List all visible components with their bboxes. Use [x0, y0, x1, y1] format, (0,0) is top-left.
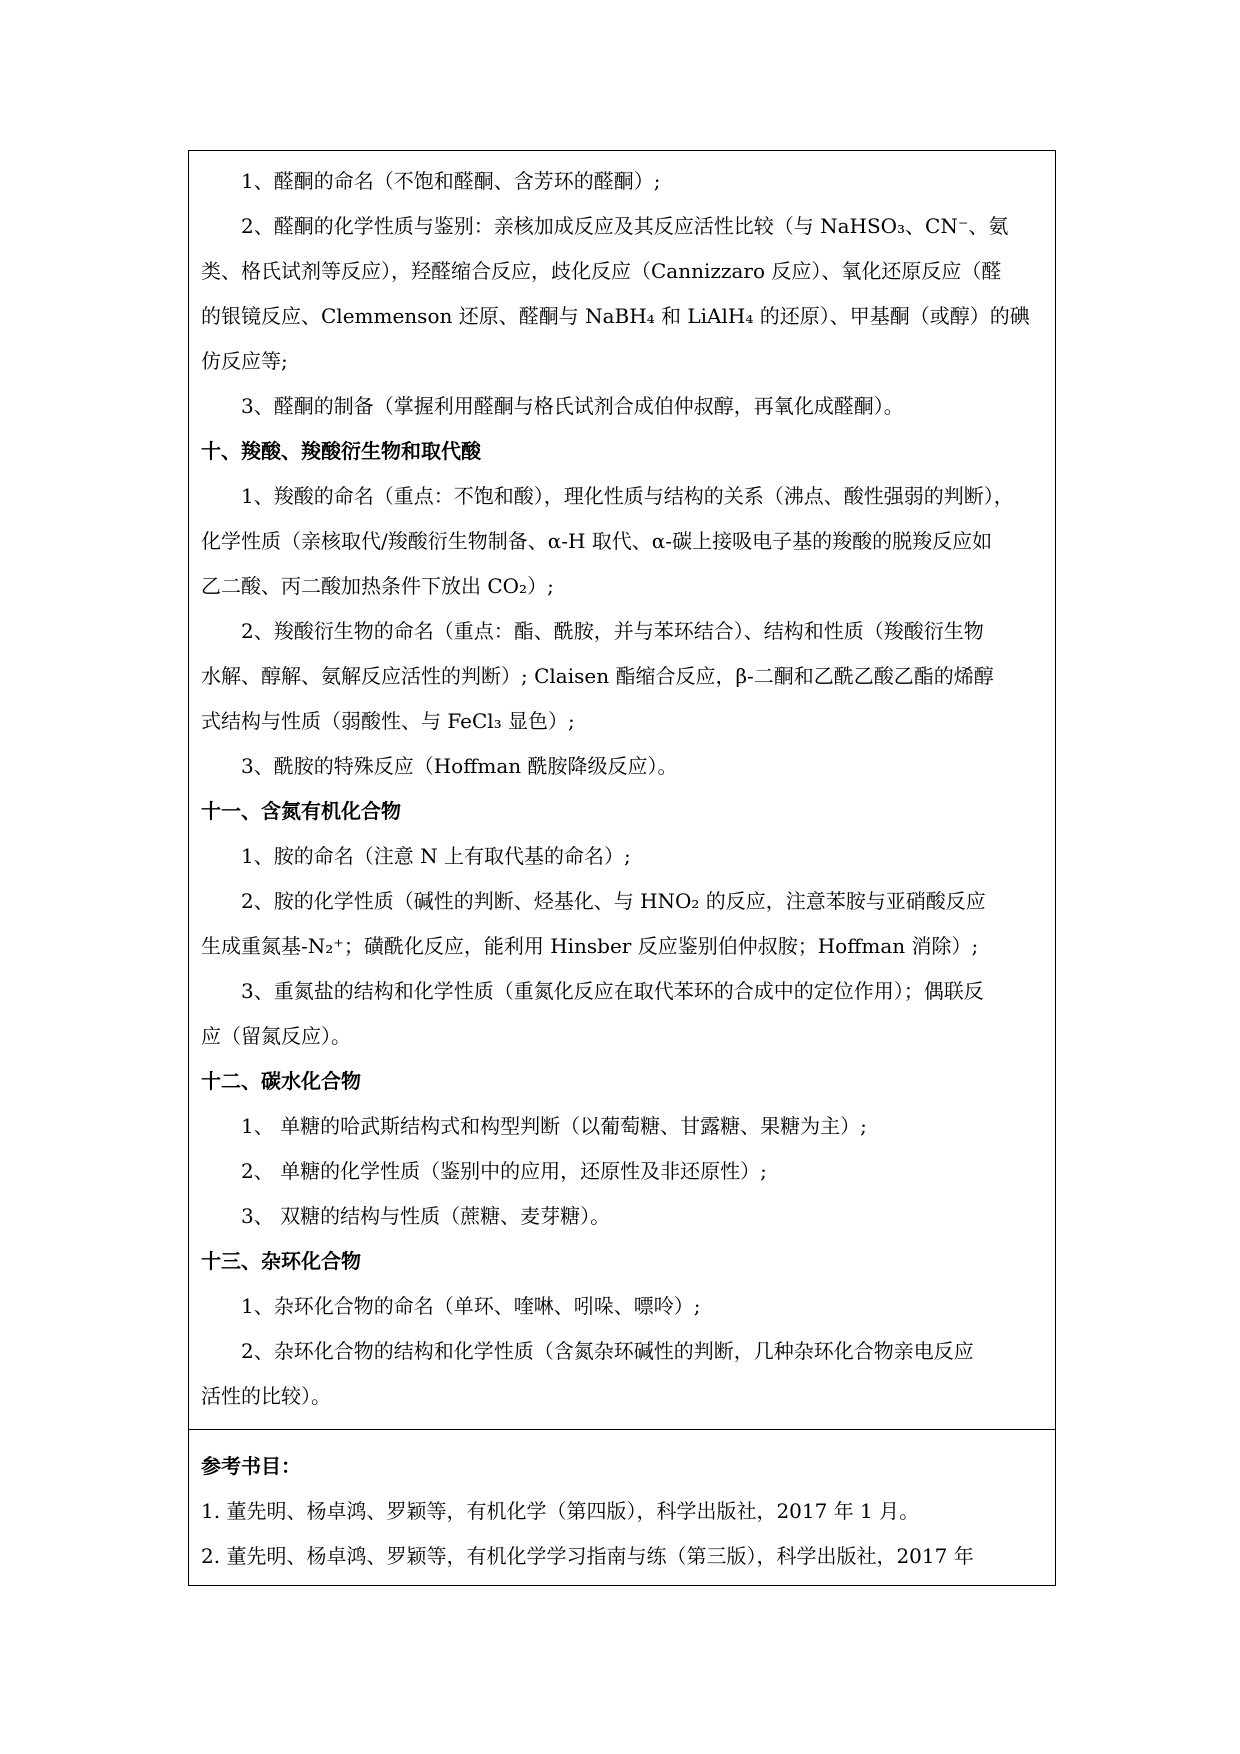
text-line: 乙二酸、丙二酸加热条件下放出 CO₂）; — [201, 574, 554, 598]
reference-item: 1. 董先明、杨卓鸿、罗颖等，有机化学（第四版），科学出版社，2017 年 1 月。 — [201, 1499, 920, 1523]
text-line: 活性的比较）。 — [201, 1384, 331, 1408]
text-line: 类、格氏试剂等反应），羟醛缩合反应，歧化反应（Cannizzaro 反应）、氧化还原反应（醛 — [201, 259, 1002, 283]
text-line: 应（留氮反应）。 — [201, 1024, 351, 1048]
section-heading: 十、羧酸、羧酸衍生物和取代酸 — [201, 439, 481, 463]
reference-item: 2. 董先明、杨卓鸿、罗颖等，有机化学学习指南与练（第三版），科学出版社，2017 年 — [201, 1544, 974, 1568]
text-line: 1、胺的命名（注意 N 上有取代基的命名）; — [241, 844, 631, 868]
references-cell — [189, 1430, 1055, 1585]
text-line: 2、胺的化学性质（碱性的判断、烃基化、与 HNO₂ 的反应，注意苯胺与亚硝酸反应 — [241, 889, 986, 913]
text-line: 3、醛酮的制备（掌握利用醛酮与格氏试剂合成伯仲叔醇，再氧化成醛酮）。 — [241, 394, 904, 418]
text-line: 生成重氮基-N₂⁺；磺酰化反应，能利用 Hinsber 反应鉴别伯仲叔胺；Hoffman 消除）; — [201, 934, 979, 958]
section-heading: 十一、含氮有机化合物 — [201, 799, 401, 823]
syllabus-content-cell — [189, 151, 1055, 1430]
references-title: 参考书目： — [201, 1454, 301, 1478]
text-line: 1、杂环化合物的命名（单环、喹啉、吲哚、嘌呤）; — [241, 1294, 701, 1318]
text-line: 2、杂环化合物的结构和化学性质（含氮杂环碱性的判断，几种杂环化合物亲电反应 — [241, 1339, 974, 1363]
syllabus-table — [188, 150, 1056, 1586]
text-line: 2、醛酮的化学性质与鉴别：亲核加成反应及其反应活性比较（与 NaHSO₃、CN⁻、氨 — [241, 214, 1009, 238]
text-line: 3、酰胺的特殊反应（Hoffman 酰胺降级反应）。 — [241, 754, 678, 778]
text-line: 2、羧酸衍生物的命名（重点：酯、酰胺，并与苯环结合）、结构和性质（羧酸衍生物 — [241, 619, 984, 643]
text-line: 式结构与性质（弱酸性、与 FeCl₃ 显色）; — [201, 709, 575, 733]
text-line: 1、醛酮的命名（不饱和醛酮、含芳环的醛酮）; — [241, 169, 661, 193]
text-line: 1、羧酸的命名（重点：不饱和酸），理化性质与结构的关系（沸点、酸性强弱的判断）， — [241, 484, 1014, 508]
text-line: 水解、醇解、氨解反应活性的判断）; Claisen 酯缩合反应，β-二酮和乙酰乙酸乙酯的烯醇 — [201, 664, 994, 688]
section-heading: 十三、杂环化合物 — [201, 1249, 361, 1273]
text-line: 仿反应等; — [201, 349, 288, 373]
text-line: 的银镜反应、Clemmenson 还原、醛酮与 NaBH₄ 和 LiAlH₄ 的还原）、甲基酮（或醇）的碘 — [201, 304, 1030, 328]
text-line: 化学性质（亲核取代/羧酸衍生物制备、α-H 取代、α-碳上接吸电子基的羧酸的脱羧反应如 — [201, 529, 993, 553]
text-line: 2、 单糖的化学性质（鉴别中的应用，还原性及非还原性）; — [241, 1159, 767, 1183]
section-heading: 十二、碳水化合物 — [201, 1069, 361, 1093]
text-line: 1、 单糖的哈武斯结构式和构型判断（以葡萄糖、甘露糖、果糖为主）; — [241, 1114, 867, 1138]
text-line: 3、 双糖的结构与性质（蔗糖、麦芽糖）。 — [241, 1204, 611, 1228]
text-line: 3、重氮盐的结构和化学性质（重氮化反应在取代苯环的合成中的定位作用）；偶联反 — [241, 979, 984, 1003]
